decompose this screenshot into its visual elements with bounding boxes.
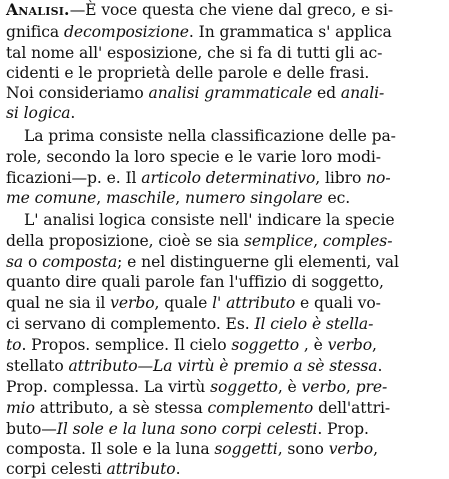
italic-text: verbo — [327, 336, 372, 354]
text-segment: L' analisi logica consiste nell' indicare la specie — [24, 211, 395, 229]
italic-text: l' attributo — [212, 294, 296, 312]
text-segment: ec. — [322, 189, 351, 207]
text-segment: , quale — [154, 294, 213, 312]
italic-text: numero singolare — [185, 189, 323, 207]
text-segment: , — [373, 440, 378, 458]
italic-text: si logica — [6, 104, 71, 122]
text-line — [6, 210, 395, 230]
text-segment: attributo, a sè stessa — [34, 399, 208, 417]
text-segment: Noi consideriamo — [6, 84, 149, 102]
text-line — [6, 126, 396, 146]
text-segment: , — [313, 232, 323, 250]
text-segment: dell'attri- — [313, 399, 391, 417]
text-line — [6, 439, 378, 459]
text-segment: gnifica — [6, 23, 64, 41]
italic-text: pre- — [355, 378, 388, 396]
italic-text: anali- — [340, 84, 385, 102]
text-line — [6, 231, 392, 251]
italic-text: soggetto — [210, 378, 278, 396]
italic-text: no- — [366, 169, 391, 187]
text-line — [6, 377, 387, 397]
italic-text: sa — [6, 253, 24, 271]
text-segment: ; e nel distinguerne gli elementi, val — [117, 253, 399, 271]
text-segment: La prima consiste nella classificazione delle pa- — [24, 127, 396, 145]
text-segment: della proposizione, cioè se sia — [6, 232, 244, 250]
text-line — [6, 83, 384, 103]
text-segment: stellato — [6, 357, 69, 375]
text-segment: , è — [299, 336, 328, 354]
text-segment: , libro — [315, 169, 367, 187]
text-segment: ci servano di complemento. Es. — [6, 315, 255, 333]
text-segment: o — [23, 253, 43, 271]
italic-text: soggetti — [214, 440, 278, 458]
italic-text: verbo — [301, 378, 346, 396]
italic-text: composta — [42, 253, 118, 271]
italic-text: verbo — [110, 294, 155, 312]
italic-text: decomposizione — [63, 23, 189, 41]
text-segment: buto— — [6, 420, 57, 438]
text-segment: ed — [312, 84, 341, 102]
italic-text: verbo — [328, 440, 374, 458]
text-line — [6, 22, 392, 42]
text-segment: role, secondo la loro specie e le varie loro modi- — [6, 148, 381, 166]
italic-text: mio — [6, 399, 35, 417]
text-segment: . In grammatica s' applica — [188, 23, 392, 41]
italic-text: maschile — [106, 189, 176, 207]
text-segment: e quali vo- — [295, 294, 381, 312]
text-segment: . Propos. semplice. Il cielo — [21, 336, 232, 354]
text-segment: , — [96, 189, 107, 207]
text-segment: , — [372, 336, 377, 354]
text-segment: , — [175, 189, 185, 207]
text-line — [6, 356, 382, 376]
text-segment: cidenti e le proprietà delle parole e delle frasi. — [6, 64, 370, 82]
entry-headword: Analisi. — [6, 0, 70, 19]
text-line — [6, 272, 384, 292]
text-line — [6, 398, 390, 418]
italic-text: analisi grammaticale — [148, 84, 313, 102]
italic-text: articolo determinativo — [141, 169, 316, 187]
text-segment: , sono — [277, 440, 329, 458]
italic-text: Il cielo è stella- — [254, 315, 374, 333]
text-segment: . Prop. — [317, 420, 369, 438]
text-line — [6, 419, 369, 439]
italic-text: attributo—La virtù è premio a sè stessa — [68, 357, 378, 375]
italic-text: attributo — [106, 460, 176, 478]
text-segment: tal nome all' esposizione, che si fa di tutti gli ac- — [6, 44, 383, 62]
italic-text: to — [6, 336, 22, 354]
italic-text: me comune — [6, 189, 97, 207]
text-segment: —È voce questa che viene dal greco, e si- — [69, 1, 393, 19]
text-line — [6, 293, 381, 313]
text-segment: qual ne sia il — [6, 294, 111, 312]
text-line — [6, 0, 393, 20]
text-line — [6, 103, 75, 123]
text-line — [6, 459, 180, 479]
text-segment: , — [345, 378, 356, 396]
text-line — [6, 188, 350, 208]
italic-text: semplice — [243, 232, 314, 250]
text-line — [6, 63, 369, 83]
text-line — [6, 314, 373, 334]
italic-text: comples- — [322, 232, 393, 250]
text-segment: quanto dire quali parole fan l'uffizio di soggetto, — [6, 273, 384, 291]
text-segment: . — [377, 357, 383, 375]
text-segment: . — [175, 460, 181, 478]
text-line — [6, 43, 382, 63]
text-line — [6, 335, 377, 355]
text-segment: . — [70, 104, 76, 122]
text-line — [6, 168, 391, 188]
text-segment: ficazioni—p. e. Il — [6, 169, 142, 187]
italic-text: complemento — [207, 399, 314, 417]
text-line — [6, 252, 399, 272]
text-segment: , è — [277, 378, 302, 396]
text-line — [6, 147, 381, 167]
italic-text: Il sole e la luna sono corpi celesti — [56, 420, 318, 438]
text-segment: corpi celesti — [6, 460, 107, 478]
italic-text: soggetto — [231, 336, 300, 354]
text-segment: Prop. complessa. La virtù — [6, 378, 211, 396]
text-segment: composta. Il sole e la luna — [6, 440, 215, 458]
